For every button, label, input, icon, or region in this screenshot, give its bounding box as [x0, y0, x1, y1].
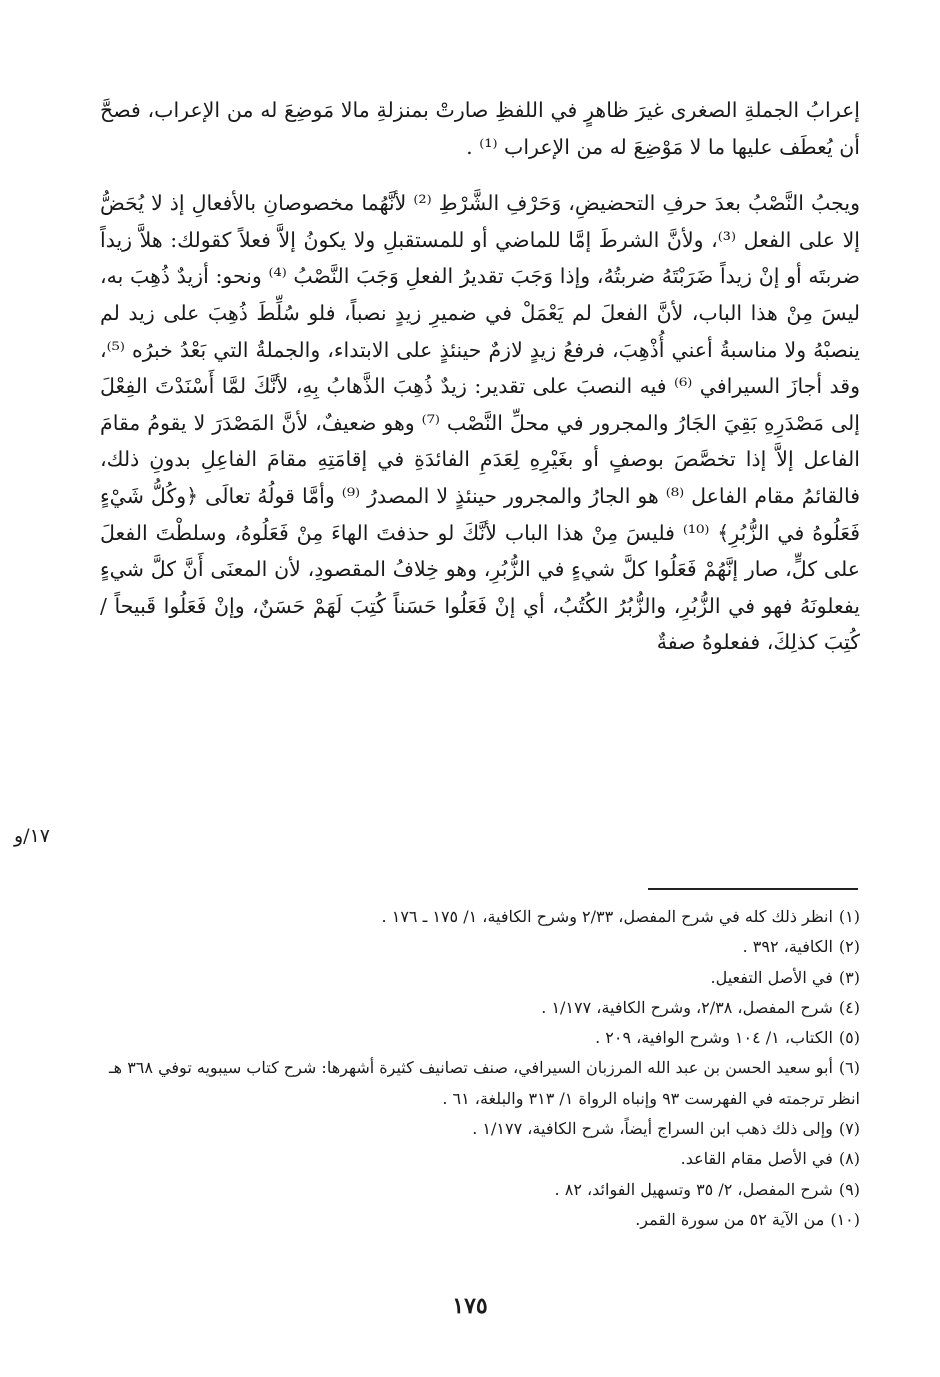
footnote-number: (٢) — [838, 937, 860, 957]
footnote-number: (٣) — [838, 967, 860, 987]
paragraph: إعرابُ الجملةِ الصغرى غيرَ ظاهرٍ في اللفظِ صارتْ بمنزلةِ مالا مَوضِعَ له من الإعراب، فصحَّ أن يُعطَف عليها ما لا مَوْضِعَ له من الإعراب ⁽¹⁾ . — [100, 98, 860, 159]
footnote — [100, 1053, 860, 1114]
page-number: ١٧٥ — [452, 1293, 488, 1319]
footnote — [100, 1023, 860, 1053]
footnote-number: (٥) — [838, 1028, 860, 1048]
footnote-text: شرح المفصل، ٢/٣٨، وشرح الكافية، ١/١٧٧ . — [541, 997, 833, 1017]
footnote — [100, 1175, 860, 1205]
footnote-number: (١٠) — [830, 1209, 860, 1229]
footnote — [100, 932, 860, 962]
footnote — [100, 1114, 860, 1144]
footnote-number: (٤) — [838, 997, 860, 1017]
footnote-text: في الأصل التفعيل. — [710, 967, 833, 987]
manuscript-folio-note: ١٧/و — [14, 825, 50, 847]
paragraph: ويجبُ النَّصْبُ بعدَ حرفِ التحضيضِ، وَحَرْفِ الشَّرْطِ ⁽²⁾ لأنَّهُما مخصوصانِ بالأفعالِ إذ لا يُحَضُّ إلا على الفعل ⁽³⁾، ولأنَّ الشرطَ إمَّا للماضي أو للمستقبلِ ولا يكونُ إلاَّ فعلاً كقولك: هلاَّ زيداً ضربتَه أو إنْ زيداً ضَرَبْتَهُ ضربتُهُ، وإذا وَجَبَ تقديرُ الفعلِ وَجَبَ النَّصْبُ ⁽⁴⁾ ونحو: أزيدٌ ذُهِبَ به، ليسَ مِنْ هذا الباب، لأنَّ الفعلَ لم يَعْمَلْ في ضميرِ زيدٍ نصباً، فلو سُلِّطَ ذُهِبَ على زيد لم ينصبْهُ ولا مناسبةُ أعني أُذْهِبَ، فرفعُ زيدٍ لازمٌ حينئذٍ على الابتداء، والجملةُ التي بَعْدُ خبرُه ⁽⁵⁾، وقد أجازَ السيرافي ⁽⁶⁾ فيه النصبَ على تقدير: زيدٌ ذُهِبَ الذَّهابُ بِهِ، لأنَّكَ لمَّا أَسْنَدْتَ الفِعْلَ إلى مَصْدَرِهِ بَقِيَ الجَارُ والمجرور في محلِّ النَّصْب ⁽⁷⁾ وهو ضعيفٌ، لأنَّ المَصْدَرَ لا يقومُ مقامَ الفاعل إلاَّ إذا تخصَّصَ بوصفٍ أو بغَيْرِهِ لِعَدَمِ الفائدَةِ في إقامَتِهِ مقامَ الفاعِلِ بدونِ ذلك، فالقائمُ مقام الفاعل ⁽⁸⁾ هو الجارُ والمجرور حينئذٍ لا المصدرُ ⁽⁹⁾ وأمَّا قولُهُ تعالَى ﴿وكُلُّ شَيْءٍ فَعَلُوهُ في الزُّبُرِ﴾ ⁽¹⁰⁾ فليسَ مِنْ هذا الباب لأنَّكَ لو حذفتَ الهاءَ مِنْ فَعَلُوهُ، وسلطْتَ الفعلَ على كلٍّ، صار إنَّهُمْ فَعَلُوا كلَّ شيءٍ في الزُّبُرِ، وهو خِلافُ المقصودِ، لأن المعنَى أَنَّ كلَّ شيءٍ يفعلونَهُ فهو في الزُّبُرِ، والزُّبُرُ الكُتُبُ، أي إنْ فَعَلُوا حَسَناً كُتِبَ لَهَمْ حَسَنٌ، وإنْ فَعَلُوا قَبيحاً / كُتِبَ كذلِكَ، ففعلوهُ صفةٌ — [100, 191, 861, 655]
footnote-number: (٩) — [838, 1179, 860, 1199]
footnote-number: (٨) — [838, 1149, 860, 1169]
footnote — [100, 1205, 860, 1235]
footnote — [100, 902, 860, 932]
footnote-text: من الآية ٥٢ من سورة القمر. — [635, 1209, 825, 1229]
footnote-number: (١) — [838, 907, 860, 926]
footnote-text: انظر ذلك كله في شرح المفصل، ٢/٣٣ وشرح الكافية، ١/ ١٧٥ ـ ١٧٦ . — [381, 907, 833, 926]
footnotes — [100, 902, 860, 1235]
footnote-number: (٧) — [838, 1119, 860, 1139]
footnote — [100, 993, 860, 1023]
footnote-text: في الأصل مقام القاعد. — [680, 1149, 833, 1169]
footnote-number: (٦) — [838, 1058, 860, 1078]
footnote-text: الكتاب، ١/ ١٠٤ وشرح الوافية، ٢٠٩ . — [595, 1028, 833, 1048]
footnote — [100, 1144, 860, 1174]
footnote-text: شرح المفصل، ٢/ ٣٥ وتسهيل الفوائد، ٨٢ . — [554, 1179, 833, 1199]
footnote-separator — [648, 888, 858, 890]
footnote — [100, 963, 860, 993]
main-text — [100, 92, 860, 661]
footnote-text: وإلى ذلك ذهب ابن السراج أيضاً، شرح الكافية، ١/١٧٧ . — [472, 1119, 833, 1139]
footnote-text: الكافية، ٣٩٢ . — [742, 937, 833, 957]
footnote-text: أبو سعيد الحسن بن عبد الله المرزبان السيرافي، صنف تصانيف كثيرة أشهرها: شرح كتاب سيبويه توفي ٣٦٨ هـ انظر ترجمته في الفهرست ٩٣ وإنباه الرواة ١/ ٣١٣ والبلغة، ٦١ . — [108, 1058, 860, 1108]
